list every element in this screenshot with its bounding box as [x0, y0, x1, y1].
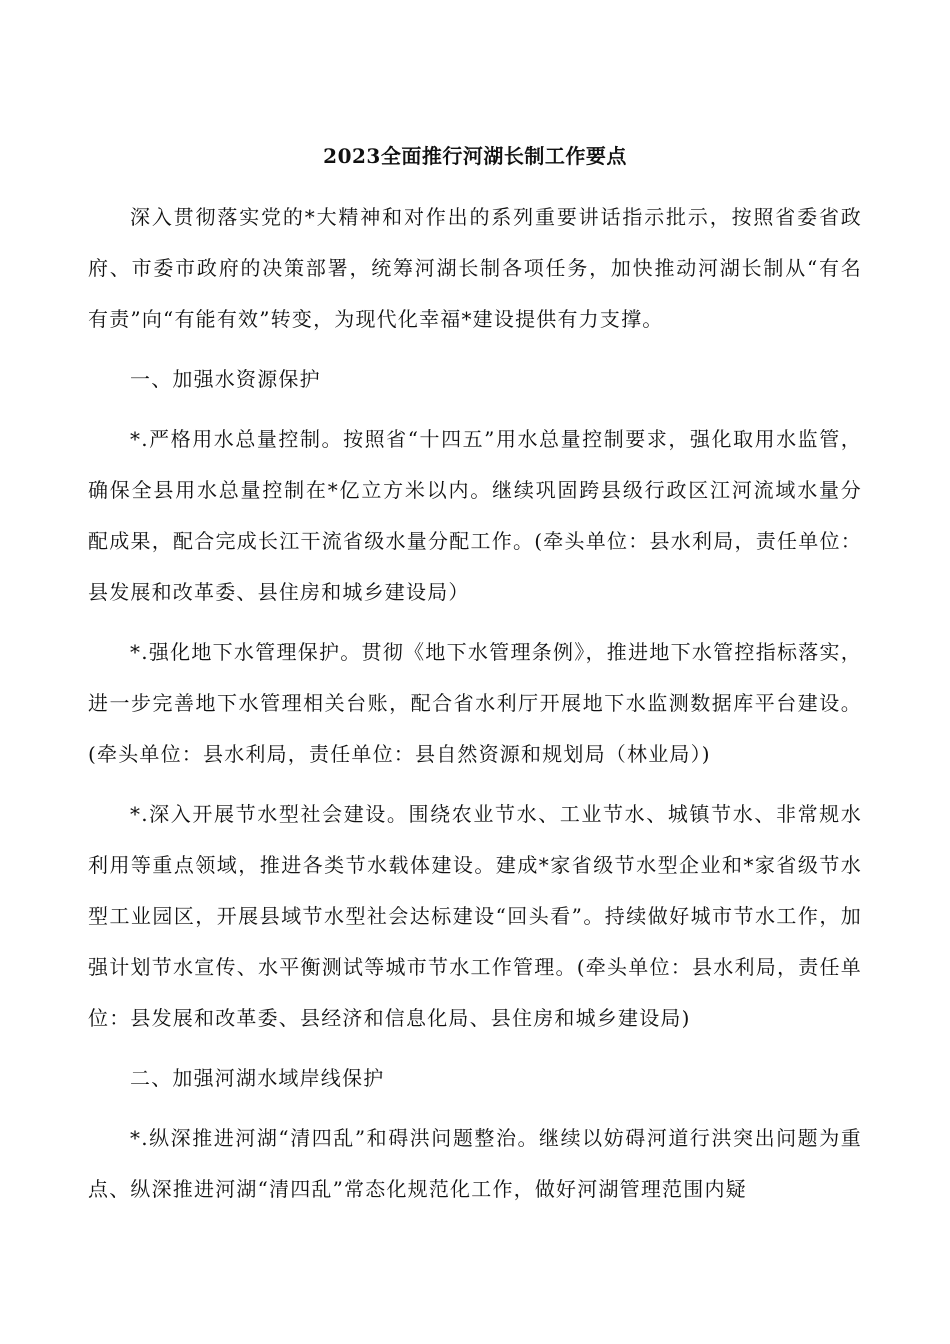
section-heading-1: 一、加强水资源保护: [130, 367, 321, 391]
section1-item-2: *.强化地下水管理保护。贯彻《地下水管理条例》，推进地下水管控指标落实，进一步完善地下水管理相关台账，配合省水利厅开展地下水监测数据库平台建设。(牵头单位：县水利局，责任单位：县自然资源和规划局（林业局）): [88, 640, 862, 766]
intro-paragraph: 深入贯彻落实党的*大精神和对作出的系列重要讲话指示批示，按照省委省政府、市委市政府的决策部署，统筹河湖长制各项任务，加快推动河湖长制从“有名有责”向“有能有效”转变，为现代化幸福*建设提供有力支撑。: [88, 205, 862, 331]
section2-item-1: *.纵深推进河湖“清四乱”和碍洪问题整治。继续以妨碍河道行洪突出问题为重点、纵深推进河湖“清四乱”常态化规范化工作，做好河湖管理范围内疑: [88, 1126, 862, 1201]
document-title: 2023全面推行河湖长制工作要点: [323, 144, 627, 168]
section1-item-3: *.深入开展节水型社会建设。围绕农业节水、工业节水、城镇节水、非常规水利用等重点领域，推进各类节水载体建设。建成*家省级节水型企业和*家省级节水型工业园区，开展县域节水型社会达标建设“回头看”。持续做好城市节水工作，加强计划节水宣传、水平衡测试等城市节水工作管理。(牵头单位：县水利局，责任单位：县发展和改革委、县经济和信息化局、县住房和城乡建设局): [88, 802, 862, 1030]
section1-item-1: *.严格用水总量控制。按照省“十四五”用水总量控制要求，强化取用水监管，确保全县用水总量控制在*亿立方米以内。继续巩固跨县级行政区江河流域水量分配成果，配合完成长江干流省级水量分配工作。(牵头单位：县水利局，责任单位：县发展和改革委、县住房和城乡建设局）: [88, 427, 862, 604]
section-heading-2: 二、加强河湖水域岸线保护: [130, 1066, 385, 1090]
document-page: [88, 140, 862, 1224]
